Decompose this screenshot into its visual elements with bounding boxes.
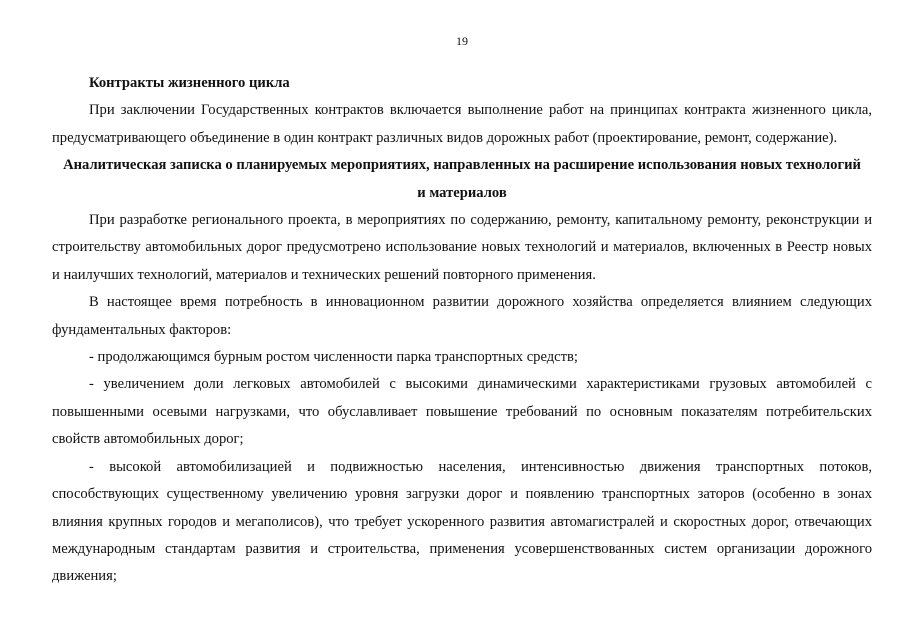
paragraph-innovation-factors: В настоящее время потребность в инновационном развитии дорожного хозяйства определяется влиянием следующих фундаментальных факторов:	[52, 294, 872, 338]
document-body	[52, 70, 872, 591]
section-title-analytical-note: Аналитическая записка о планируемых мероприятиях, направленных на расширение использования новых технологий и материалов	[63, 157, 861, 201]
paragraph-life-cycle-contracts: При заключении Государственных контрактов включается выполнение работ на принципах контракта жизненного цикла, предусматривающего объединение в один контракт различных видов дорожных работ (проектирование, ремонт, содержание).	[52, 102, 872, 146]
list-item-passenger-cars-share: - увеличением доли легковых автомобилей с высокими динамическими характеристиками грузовых автомобилей с повышенными осевыми нагрузками, что обуславливает повышение требований по основным показателям потребительских свойств автомобильных дорог;	[52, 376, 872, 448]
paragraph-regional-project: При разработке регионального проекта, в мероприятиях по содержанию, ремонту, капитальному ремонту, реконструкции и строительству автомобильных дорог предусмотрено использование новых технологий и материалов, включенных в Реестр новых и наилучших технологий, материалов и технических решений повторного применения.	[52, 212, 872, 283]
list-item-motorization-mobility: - высокой автомобилизацией и подвижностью населения, интенсивностью движения транспортных потоков, способствующих существенному увеличению уровня загрузки дорог и появлению транспортных заторов (особенно в зонах влияния крупных городов и мегаполисов), что требует ускоренного развития автомагистралей и скоростных дорог, отвечающих международным стандартам развития и строительства, применения усовершенствованных систем организации дорожного движения;	[52, 458, 872, 585]
section-title-life-cycle-contracts: Контракты жизненного цикла	[89, 75, 290, 91]
page-number: 19	[456, 34, 468, 48]
list-item-vehicle-growth: - продолжающимся бурным ростом численности парка транспортных средств;	[89, 349, 578, 366]
